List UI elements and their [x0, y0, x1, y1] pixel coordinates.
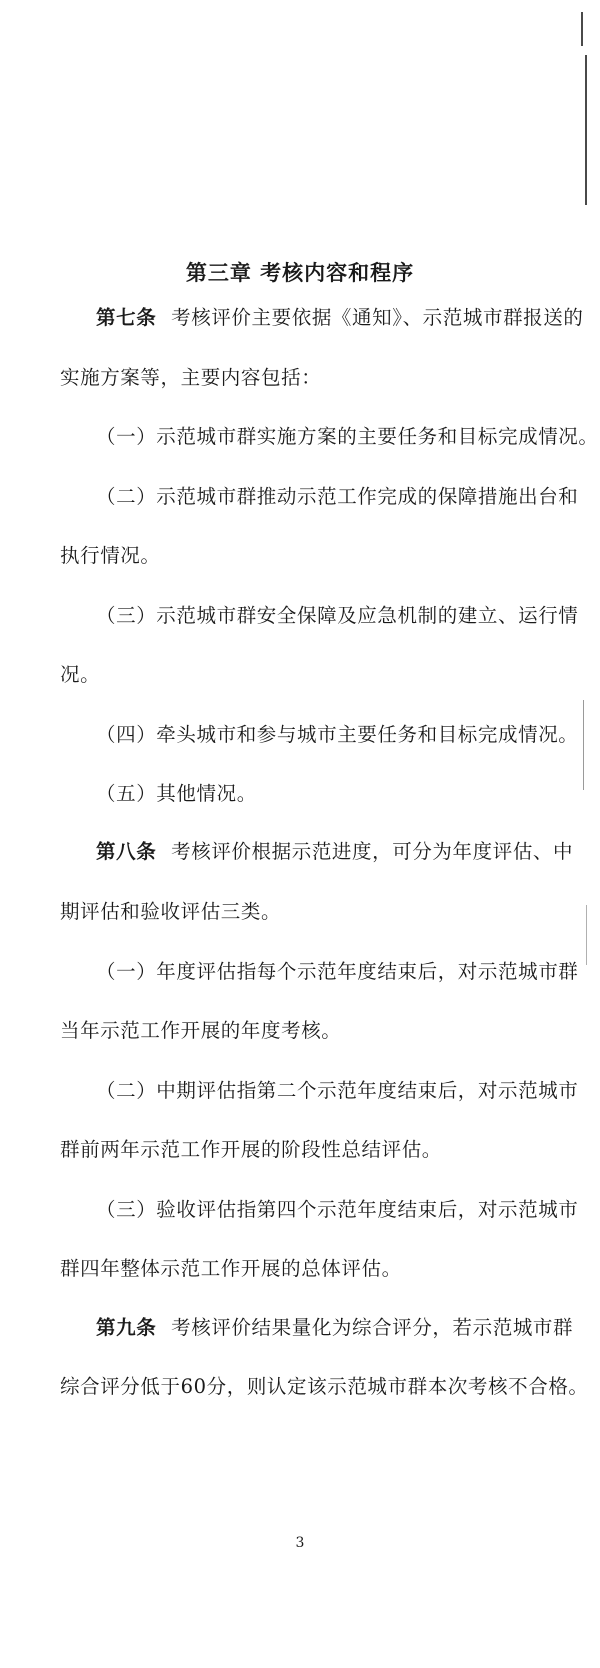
article-8-item-3-line-1: （三）验收评估指第四个示范年度结束后，对示范城市 [96, 1198, 579, 1221]
chapter-title: 第三章 考核内容和程序 [185, 260, 415, 285]
article-8-item-1-line-1: （一）年度评估指每个示范年度结束后，对示范城市群 [96, 960, 579, 983]
article-7-line-1 [96, 302, 583, 330]
article-7-item-4: （四）牵头城市和参与城市主要任务和目标完成情况。 [96, 723, 579, 746]
article-8-item-3-line-2: 群四年整体示范工作开展的总体评估。 [60, 1257, 402, 1280]
article-7-item-3-line-1: （三）示范城市群安全保障及应急机制的建立、运行情 [96, 604, 579, 627]
article-9-text: 考核评价结果量化为综合评分，若示范城市群 [171, 1316, 574, 1339]
article-9-line-1 [96, 1312, 573, 1340]
article-8-item-1-line-2: 当年示范工作开展的年度考核。 [60, 1019, 342, 1042]
article-7-item-1: （一）示范城市群实施方案的主要任务和目标完成情况。 [96, 425, 599, 448]
article-8-item-2-line-2: 群前两年示范工作开展的阶段性总结评估。 [60, 1138, 442, 1161]
article-7-item-2-line-1: （二）示范城市群推动示范工作完成的保障措施出台和 [96, 485, 579, 508]
article-9-label: 第九条 [96, 1316, 157, 1339]
page-number: 3 [295, 1535, 305, 1551]
article-7-line-2: 实施方案等，主要内容包括： [60, 366, 322, 389]
article-7-text: 考核评价主要依据《通知》、示范城市群报送的 [171, 306, 584, 329]
article-7-item-2-line-2: 执行情况。 [60, 544, 161, 567]
article-8-label: 第八条 [96, 840, 157, 863]
article-7-item-3-line-2: 况。 [60, 663, 101, 686]
article-8-item-2-line-1: （二）中期评估指第二个示范年度结束后，对示范城市 [96, 1079, 579, 1102]
article-7-label: 第七条 [96, 306, 157, 329]
scan-edge-mark [586, 905, 587, 965]
scan-edge-mark [583, 700, 584, 790]
scan-edge-mark [581, 12, 583, 46]
article-8-line-2: 期评估和验收评估三类。 [60, 900, 282, 923]
article-8-line-1 [96, 836, 573, 864]
article-7-item-5: （五）其他情况。 [96, 782, 257, 805]
article-9-line-2: 综合评分低于60分，则认定该示范城市群本次考核不合格。 [60, 1375, 589, 1398]
scan-edge-mark [585, 55, 587, 205]
article-8-text: 考核评价根据示范进度，可分为年度评估、中 [171, 840, 574, 863]
